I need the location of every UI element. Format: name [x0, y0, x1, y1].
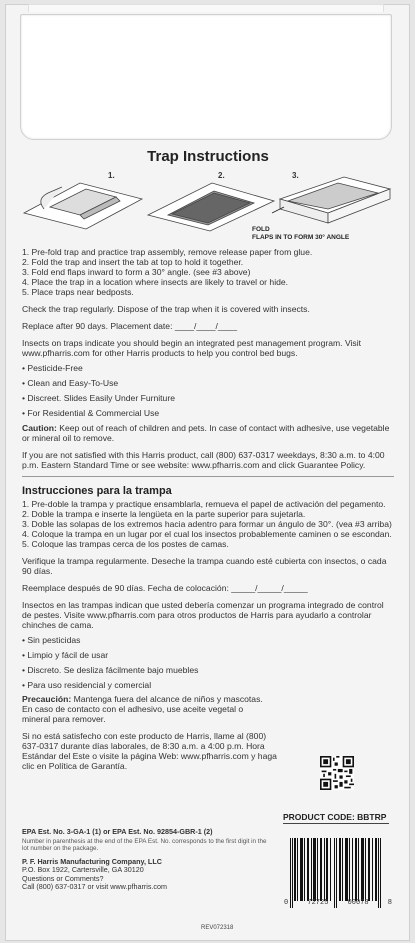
- insects-text: Insects on traps indicate you should begin an integrated pest management program. Visit www.pfharris.com for other Harris products to help you control bed bugs.: [22, 338, 362, 358]
- section-divider: [22, 476, 394, 477]
- english-steps: [22, 247, 394, 297]
- spanish-caution-text: Precaución: Mantenga fuera del alcance de niños y mascotas. En caso de contacto con el adhesivo, use aceite vegetal o mineral para remover.: [22, 694, 263, 724]
- feature-bullet: • For Residential & Commercial Use: [22, 408, 160, 418]
- package-window-flap: [28, 4, 384, 12]
- check-text: Check the trap regularly. Dispose of the trap when it is covered with insects.: [22, 304, 310, 314]
- list-item: 4. Place the trap in a location where insects are likely to travel or hide.: [22, 277, 289, 287]
- contact-text: Call (800) 637-0317 or visit www.pfharris.com: [22, 882, 168, 892]
- page-title: Trap Instructions: [147, 148, 269, 165]
- product-code-rule: [283, 823, 389, 824]
- questions-text: Questions or Comments?: [22, 873, 104, 883]
- upc-digit-group: 0: [284, 899, 289, 907]
- product-code: PRODUCT CODE: BBTRP: [283, 812, 387, 822]
- list-item: 3. Doble las solapas de los extremos hacia adentro para formar un ángulo de 30°. (vea #3 arriba): [22, 519, 392, 529]
- footer: [22, 828, 272, 892]
- spanish-feature-bullet: • Discreto. Se desliza fácilmente bajo muebles: [22, 665, 199, 675]
- revision-code: REV072318: [201, 925, 234, 931]
- list-item: 3. Fold end flaps inward to form a 30° angle. (see #3 above): [22, 267, 251, 277]
- diagram-step-1: [24, 183, 142, 229]
- feature-bullet: • Clean and Easy-To-Use: [22, 378, 119, 388]
- upc-digits: [284, 899, 392, 907]
- epa-note: Number in parenthesis at the end of the EPA Est. No. corresponds to the first digit in the lot number on the package.: [22, 837, 267, 853]
- diagram-step-2: [148, 183, 274, 231]
- list-item: 4. Coloque la trampa en un lugar por el cual los insectos probablemente caminen o se escondan.: [22, 529, 392, 539]
- spanish-check-text: Verifique la trampa regularmente. Deseche la trampa cuando esté cubierta con insectos, o cada 90 días.: [22, 556, 387, 576]
- company-name: P. F. Harris Manufacturing Company, LLC: [22, 856, 162, 866]
- list-item: 5. Coloque las trampas cerca de los postes de camas.: [22, 539, 229, 549]
- list-item: 2. Doble la trampa e inserte la lengüeta en la parte superior para sujetarla.: [22, 509, 306, 519]
- guarantee-text: If you are not satisfied with this Harris product, call (800) 637-0317 weekdays, 8:30 a.m. to 4:00 p.m. Eastern Standard Time or see website: www.pfharris.com and click Guarantee Policy.: [22, 450, 385, 470]
- feature-bullet: • Discreet. Slides Easily Under Furniture: [22, 393, 175, 403]
- caution-text: Caution: Keep out of reach of children and pets. In case of contact with adhesive, use vegetable or mineral oil to remove.: [22, 423, 390, 443]
- feature-bullet: • Pesticide-Free: [22, 363, 83, 373]
- upc-digit-group: 72725: [307, 899, 329, 907]
- spanish-feature-bullet: • Para uso residencial y comercial: [22, 680, 152, 690]
- diagram-step-1-label: 1.: [108, 171, 115, 180]
- package-window: [20, 14, 392, 140]
- spanish-feature-bullet: • Sin pesticidas: [22, 635, 81, 645]
- spanish-feature-bullet: • Limpio y fácil de usar: [22, 650, 109, 660]
- replace-text: Replace after 90 days. Placement date: ____/____/____: [22, 321, 237, 331]
- diagram-step-3: [272, 177, 390, 223]
- list-item: 1. Pre-doble la trampa y practique ensamblarla, remueva el papel de activación del pegamento.: [22, 499, 386, 509]
- spanish-steps: [22, 499, 394, 549]
- list-item: 2. Fold the trap and insert the tab at top to hold it together.: [22, 257, 244, 267]
- instructions-panel: [22, 148, 394, 771]
- list-item: 1. Pre-fold trap and practice trap assembly, remove release paper from glue.: [22, 247, 313, 257]
- diagram-step-2-label: 2.: [218, 171, 225, 180]
- upc-digit-group: 00078: [347, 899, 369, 907]
- company-address: P.O. Box 1922, Cartersville, GA 30120: [22, 865, 144, 875]
- diagram-step-3-label: 3.: [292, 171, 299, 180]
- qr-code: [320, 756, 354, 790]
- list-item: 5. Place traps near bedposts.: [22, 287, 134, 297]
- trap-diagrams: [22, 169, 394, 243]
- spanish-guarantee-text: Si no está satisfecho con este producto de Harris, llame al (800) 637-0317 durante días laborales, de 8:30 a.m. a 4:00 p.m. Hora Estándar del Este o visite la página Web: www.pfharris.com y haga clic en Política de Garantía.: [22, 731, 277, 771]
- spanish-replace-text: Reemplace después de 90 días. Fecha de colocación: _____/_____/_____: [22, 583, 308, 593]
- spanish-title: Instrucciones para la trampa: [22, 485, 172, 497]
- epa-establishment: EPA Est. No. 3-GA-1 (1) or EPA Est. No. 92854-GBR-1 (2): [22, 827, 213, 836]
- upc-digit-group: 8: [387, 899, 392, 907]
- barcode: [284, 838, 388, 908]
- fold-note: FOLD FLAPS IN TO FORM 30° ANGLE: [252, 226, 350, 241]
- spanish-insects-text: Insectos en las trampas indican que usted debería comenzar un programa integrado de control de pestes. Visite www.pfharris.com para otros productos de Harris para ayudarlo a controlar chinches de cama.: [22, 600, 384, 630]
